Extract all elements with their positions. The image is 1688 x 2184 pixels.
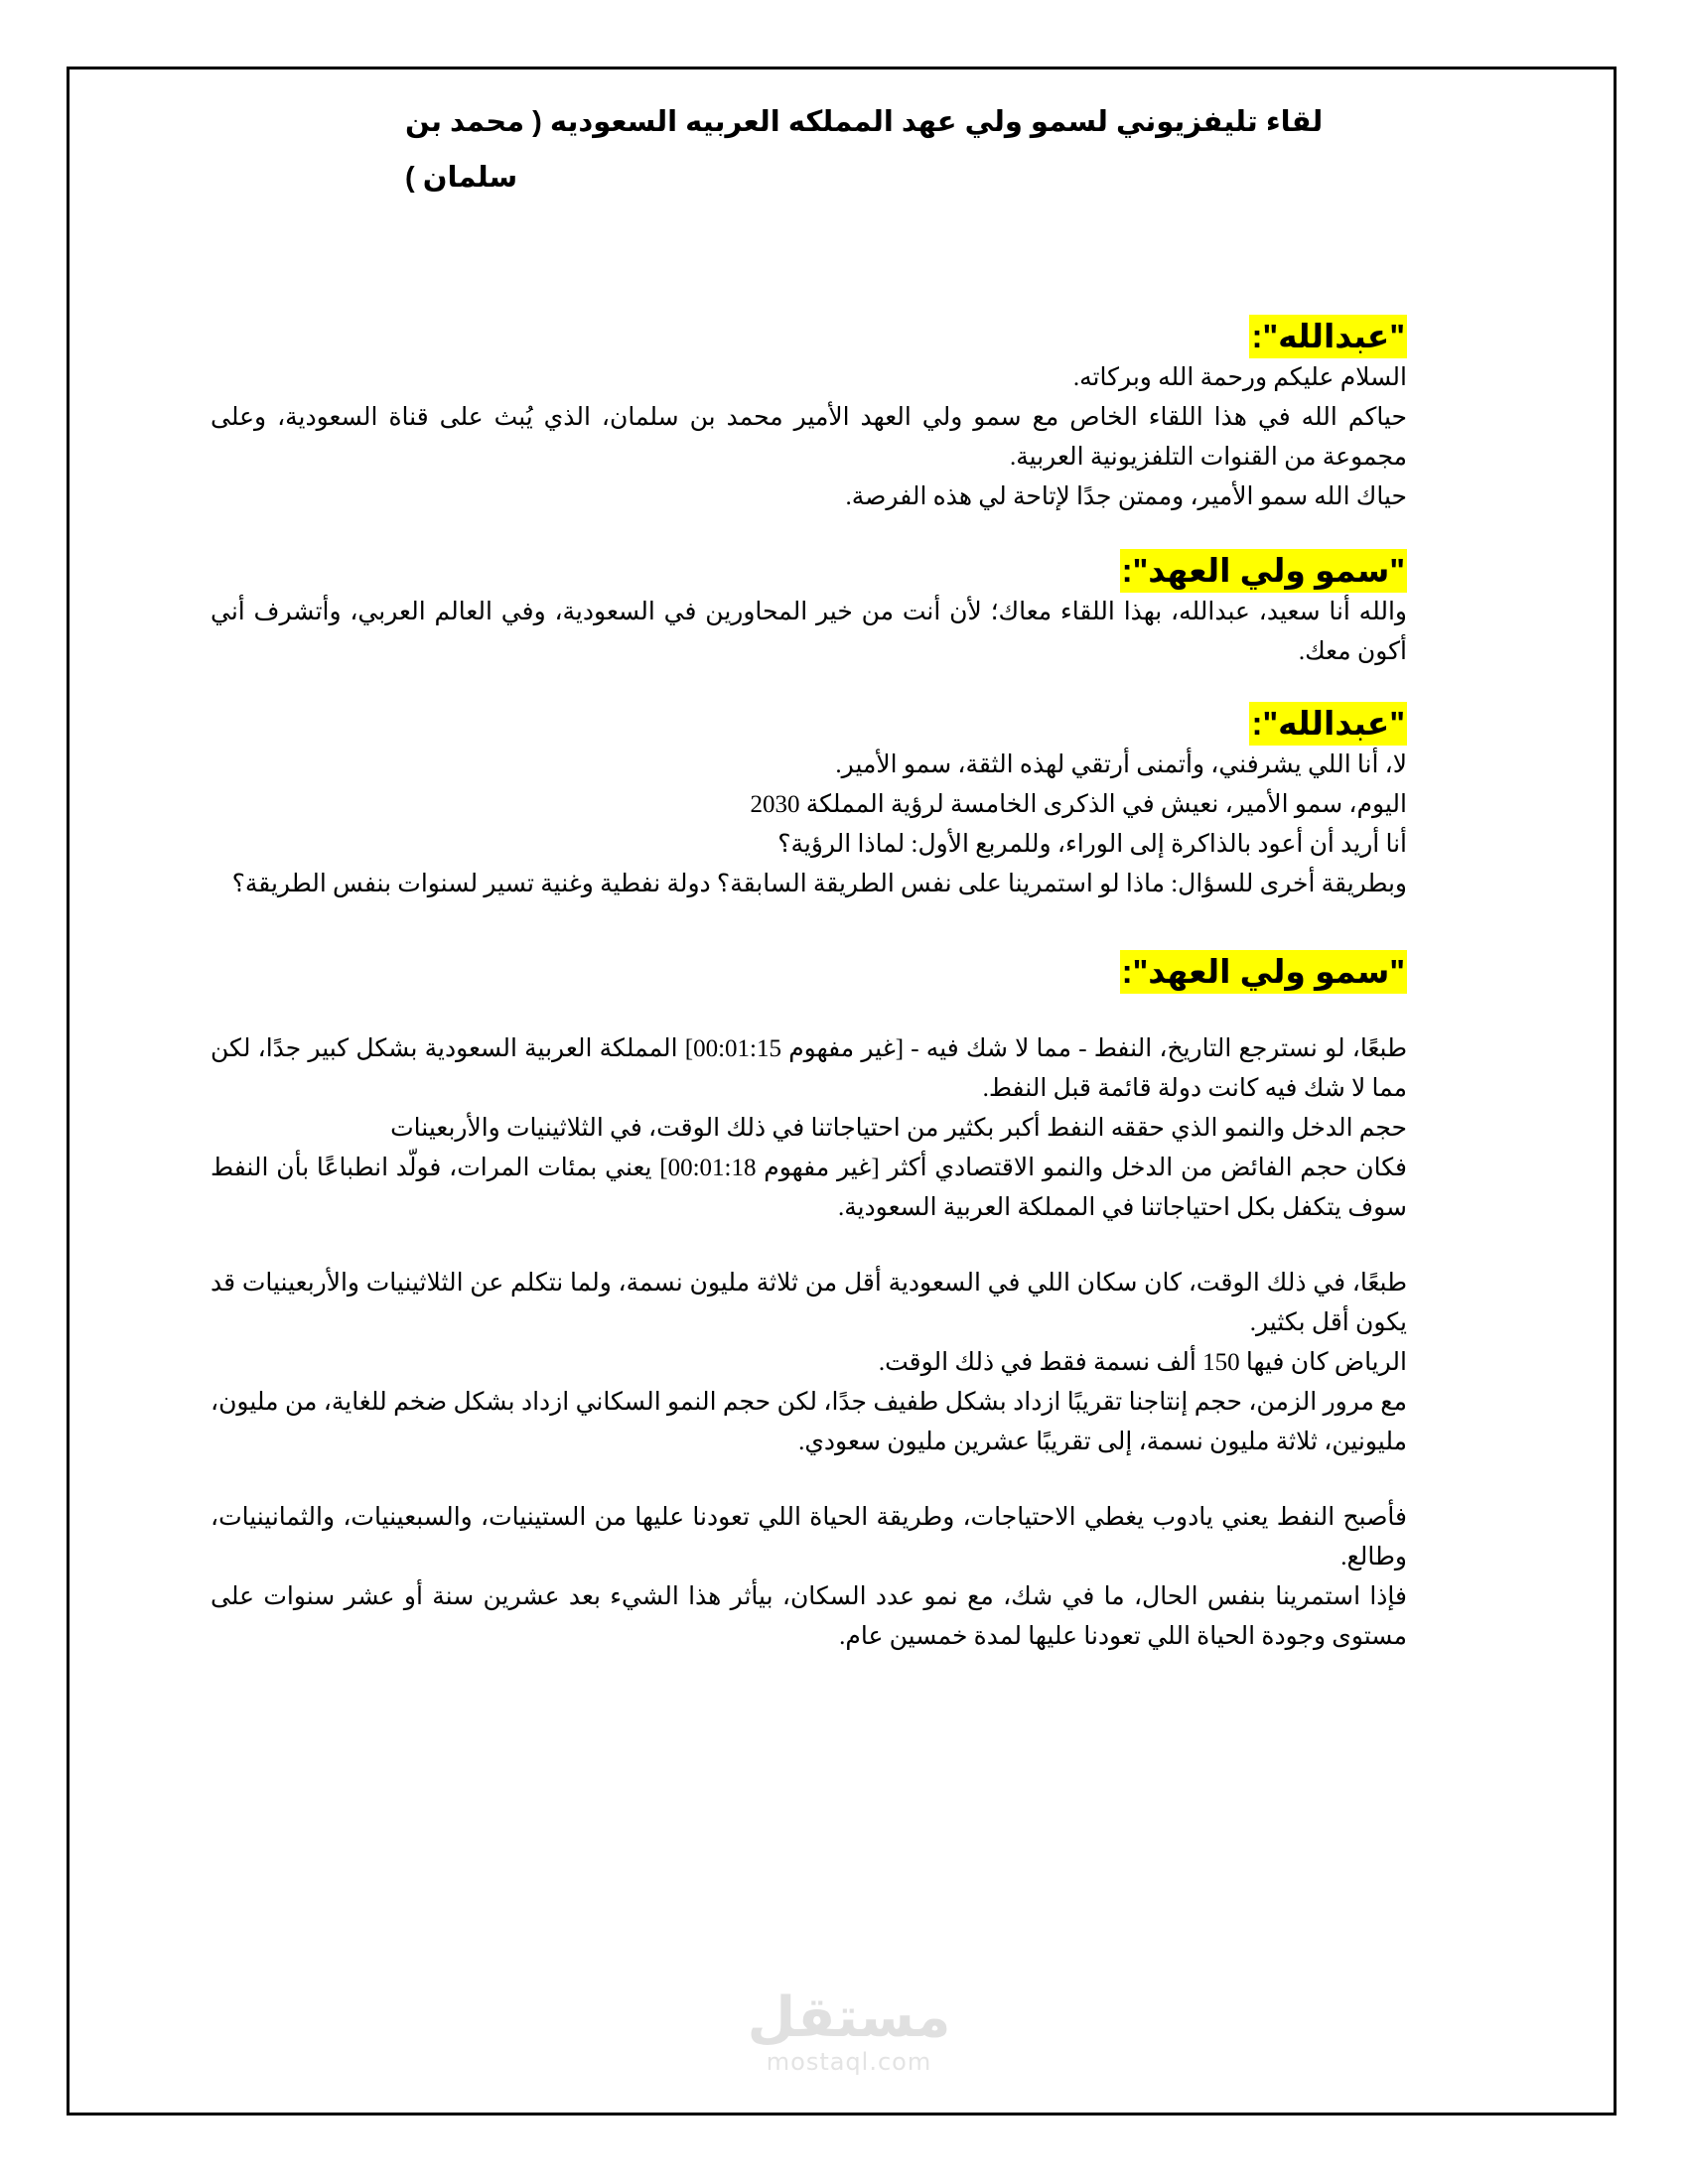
dialogue-line: وبطريقة أخرى للسؤال: ماذا لو استمرينا على نفس الطريقة السابقة؟ دولة نفطية وغنية تسير لسنوات بنفس الطريقة؟ xyxy=(231,871,1407,897)
document-body xyxy=(211,94,1407,1657)
dialogue-line: طبعًا، لو نسترجع التاريخ، النفط - مما لا شك فيه - [غير مفهوم 00:01:15] المملكة العربية السعودية بشكل كبير جدًا، لكن مما لا شك فيه كانت دولة قائمة قبل النفط. xyxy=(211,1035,1407,1102)
dialogue-section xyxy=(211,950,1407,1657)
dialogue-line: والله أنا سعيد، عبدالله، بهذا اللقاء معاك؛ لأن أنت من خير المحاورين في السعودية، وفي العالم العربي، وأتشرف أني أكون معك. xyxy=(211,599,1407,665)
dialogue-line: مع مرور الزمن، حجم إنتاجنا تقريبًا ازداد بشكل طفيف جدًا، لكن حجم النمو السكاني ازداد بشكل ضخم للغاية، من مليون، مليونين، ثلاثة مليون نسمة، إلى تقريبًا عشرين مليون سعودي. xyxy=(211,1389,1407,1455)
watermark-url: mostaql.com xyxy=(766,2048,932,2076)
dialogue-line: حياك الله سمو الأمير، وممتن جدًا لإتاحة لي هذه الفرصة. xyxy=(845,483,1407,510)
document-title: لقاء تليفزيوني لسمو ولي عهد المملكه العربيه السعوديه ( محمد بن سلمان ) xyxy=(405,106,1324,194)
dialogue-line: الرياض كان فيها 150 ألف نسمة فقط في ذلك الوقت. xyxy=(878,1349,1407,1376)
dialogue-line: طبعًا، في ذلك الوقت، كان سكان اللي في السعودية أقل من ثلاثة مليون نسمة، ولما نتكلم عن الثلاثينيات والأربعينيات قد يكون أقل بكثير. xyxy=(211,1270,1407,1336)
speaker-label: "سمو ولي العهد": xyxy=(1120,549,1407,593)
dialogue-line: السلام عليكم ورحمة الله وبركاته. xyxy=(1072,364,1407,391)
watermark-text: مستقل xyxy=(747,1985,951,2050)
dialogue-line: حجم الدخل والنمو الذي حققه النفط أكبر بكثير من احتياجاتنا في ذلك الوقت، في الثلاثينيات والأربعينات xyxy=(390,1115,1407,1142)
dialogue-line: اليوم، سمو الأمير، نعيش في الذكرى الخامسة لرؤية المملكة 2030 xyxy=(750,791,1407,818)
speaker-label: "عبدالله": xyxy=(1249,702,1407,746)
dialogue-section xyxy=(211,315,1407,517)
dialogue-line: فأصبح النفط يعني يادوب يغطي الاحتياجات، وطريقة الحياة اللي تعودنا عليها من الستينيات، والسبعينيات، والثمانينيات، وطالع. xyxy=(211,1504,1407,1570)
dialogue-line: حياكم الله في هذا اللقاء الخاص مع سمو ولي العهد الأمير محمد بن سلمان، الذي يُبث على قناة السعودية، وعلى مجموعة من القنوات التلفزيونية العربية. xyxy=(211,404,1407,471)
dialogue-line: فكان حجم الفائض من الدخل والنمو الاقتصادي أكثر [غير مفهوم 00:01:18] يعني بمئات المرات، فولّد انطباعًا بأن النفط سوف يتكفل بكل احتياجاتنا في المملكة العربية السعودية. xyxy=(211,1155,1407,1221)
dialogue-line: أنا أريد أن أعود بالذاكرة إلى الوراء، وللمربع الأول: لماذا الرؤية؟ xyxy=(777,831,1407,858)
dialogue-line: فإذا استمرينا بنفس الحال، ما في شك، مع نمو عدد السكان، بيأثر هذا الشيء بعد عشرين سنة أو عشر سنوات على مستوى وجودة الحياة اللي تعودنا عليها لمدة خمسين عام. xyxy=(211,1583,1407,1650)
dialogue-section xyxy=(211,702,1407,904)
dialogue-line: لا، أنا اللي يشرفني، وأتمنى أرتقي لهذه الثقة، سمو الأمير. xyxy=(835,751,1407,778)
dialogue-section xyxy=(211,549,1407,672)
speaker-label: "سمو ولي العهد": xyxy=(1120,950,1407,994)
speaker-label: "عبدالله": xyxy=(1249,315,1407,358)
